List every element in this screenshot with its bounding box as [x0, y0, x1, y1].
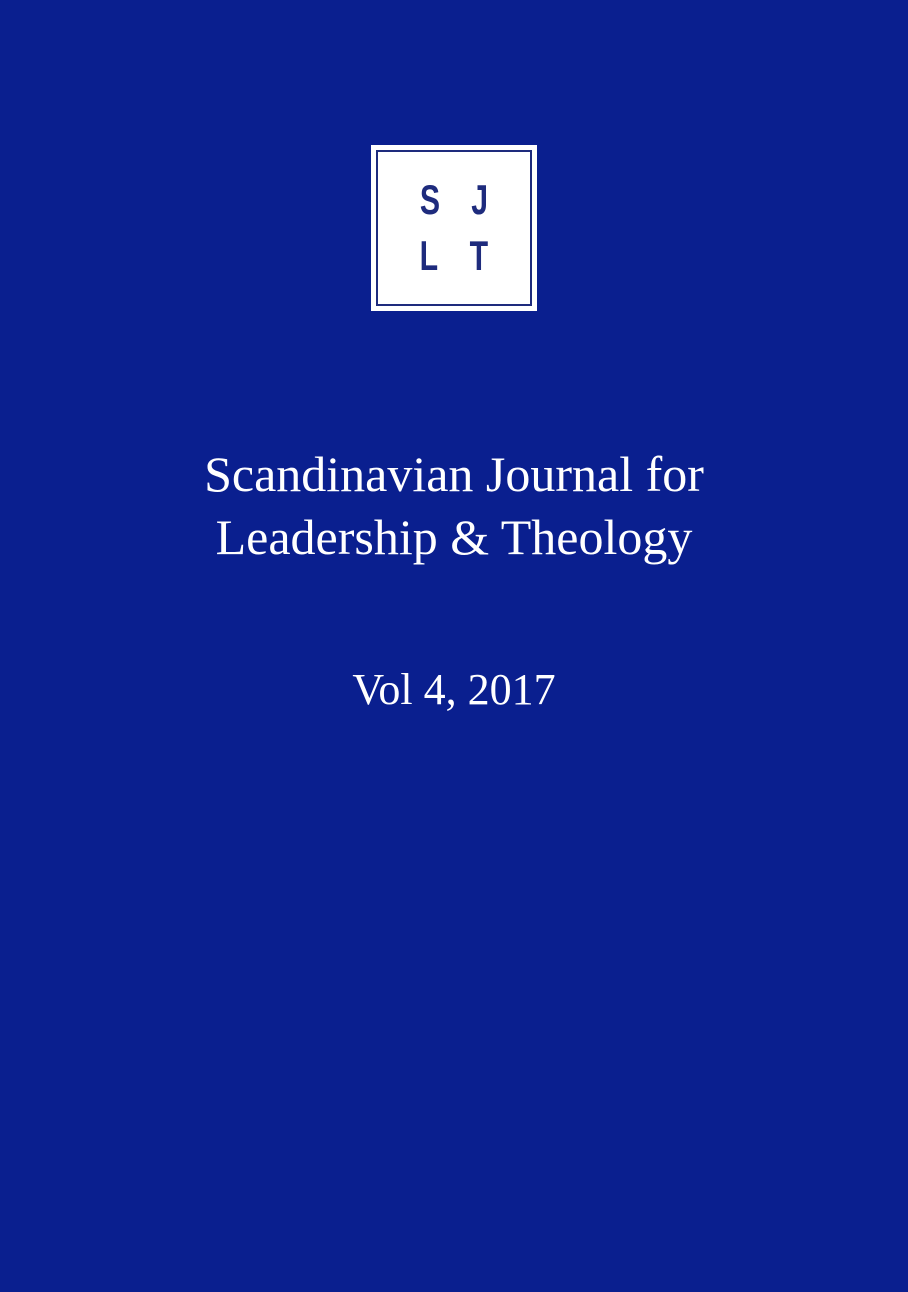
logo-letter-l: L — [419, 232, 439, 279]
logo-letter-j: J — [471, 176, 489, 223]
logo-letter-s: S — [420, 176, 441, 223]
journal-title-line2: Leadership & Theology — [215, 509, 693, 565]
sjlt-logo-frame — [376, 150, 532, 306]
journal-title — [0, 443, 908, 569]
volume-line: Vol 4, 2017 — [352, 665, 556, 714]
journal-title-line1: Scandinavian Journal for — [204, 446, 704, 502]
sjlt-logo — [371, 145, 537, 311]
logo-letter-t: T — [469, 232, 489, 279]
logo-row-top — [416, 176, 491, 223]
logo-row-bottom — [416, 232, 491, 279]
